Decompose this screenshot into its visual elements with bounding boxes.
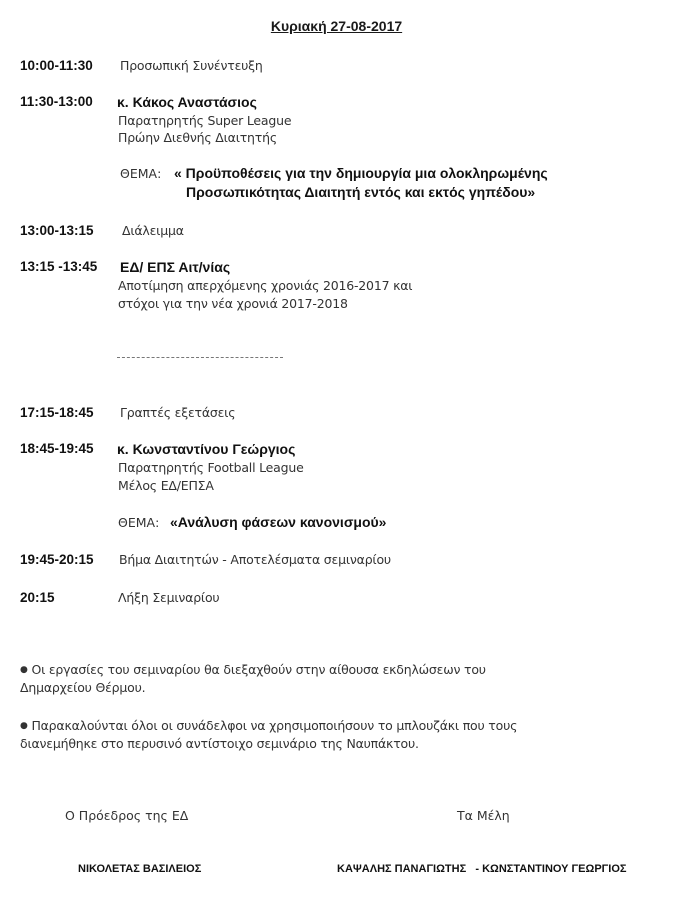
topic-label: ΘΕΜΑ: <box>118 515 160 530</box>
separator-line <box>117 357 283 358</box>
topic-text: «Ανάλυση φάσεων κανονισμού» <box>170 514 387 530</box>
note-item <box>20 717 517 753</box>
document-title: Κυριακή 27-08-2017 <box>270 18 403 34</box>
schedule-text: Γραπτές εξετάσεις <box>120 405 236 420</box>
schedule-time: 17:15-18:45 <box>20 405 94 420</box>
speaker-role: Πρώην Διεθνής Διαιτητής <box>118 130 277 145</box>
speaker-role: Παρατηρητής Football League <box>118 460 304 475</box>
schedule-time: 20:15 <box>20 590 55 605</box>
schedule-text: Βήμα Διαιτητών - Αποτελέσματα σεμιναρίου <box>119 552 391 567</box>
note-text: Οι εργασίες του σεμιναρίου θα διεξαχθούν στην αίθουσα εκδηλώσεων του <box>31 662 486 677</box>
speaker-role: Μέλος ΕΔ/ΕΠΣΑ <box>118 478 214 493</box>
schedule-time: 13:00-13:15 <box>20 223 94 238</box>
topic-label: ΘΕΜΑ: <box>120 166 162 181</box>
topic-text: Προσωπικότητας Διαιτητή εντός και εκτός γηπέδου» <box>186 184 536 200</box>
schedule-text: Διάλειμμα <box>122 223 184 238</box>
speaker-name: ΕΔ/ ΕΠΣ Αιτ/νίας <box>120 259 231 275</box>
bullet-icon: ● <box>20 721 28 731</box>
members-names: ΚΑΨΑΛΗΣ ΠΑΝΑΓΙΩΤΗΣ - ΚΩΝΣΤΑΝΤΙΝΟΥ ΓΕΩΡΓΙΟΣ <box>337 863 627 875</box>
note-item <box>20 661 486 697</box>
schedule-time: 19:45-20:15 <box>20 552 94 567</box>
members-title: Τα Μέλη <box>457 808 510 823</box>
note-text: διανεμήθηκε στο περυσινό αντίστοιχο σεμινάριο της Ναυπάκτου. <box>20 736 419 751</box>
note-text: Δημαρχείου Θέρμου. <box>20 680 146 695</box>
schedule-detail: Αποτίμηση απερχόμενης χρονιάς 2016-2017 και <box>118 278 413 293</box>
president-name: ΝΙΚΟΛΕΤΑΣ ΒΑΣΙΛΕΙΟΣ <box>78 863 202 875</box>
schedule-time: 18:45-19:45 <box>20 441 94 456</box>
schedule-time: 10:00-11:30 <box>20 58 93 73</box>
speaker-name: κ. Κάκος Αναστάσιος <box>117 94 257 110</box>
schedule-time: 13:15 -13:45 <box>20 259 98 274</box>
topic-text: « Προϋποθέσεις για την δημιουργία μια ολοκληρωμένης <box>174 165 548 181</box>
note-text: Παρακαλούνται όλοι οι συνάδελφοι να χρησιμοποιήσουν το μπλουζάκι που τους <box>31 718 518 733</box>
speaker-name: κ. Κωνσταντίνου Γεώργιος <box>117 441 296 457</box>
speaker-role: Παρατηρητής Super League <box>118 113 292 128</box>
schedule-time: 11:30-13:00 <box>20 94 93 109</box>
president-title: Ο Πρόεδρος της ΕΔ <box>65 808 189 823</box>
bullet-icon: ● <box>20 665 28 675</box>
schedule-detail: στόχοι για την νέα χρονιά 2017-2018 <box>118 296 348 311</box>
schedule-text: Λήξη Σεμιναρίου <box>118 590 220 605</box>
schedule-text: Προσωπική Συνέντευξη <box>120 58 263 73</box>
